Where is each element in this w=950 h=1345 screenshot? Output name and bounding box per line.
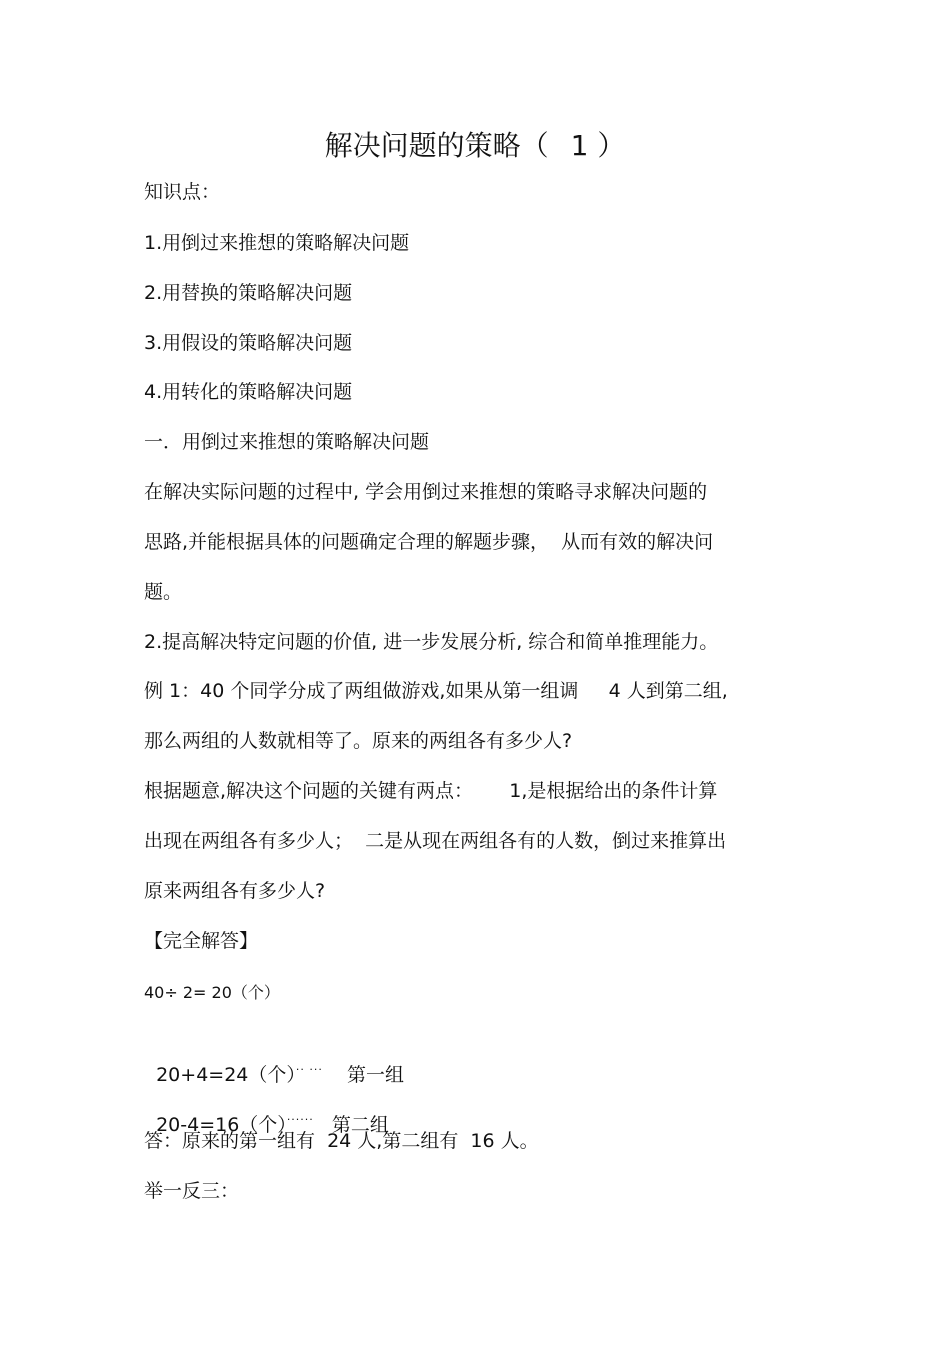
knowledge-item-4: 4.用转化的策略解决问题 bbox=[144, 381, 353, 403]
leader-dots: ······ bbox=[286, 1113, 314, 1126]
section-heading: 一．用倒过来推想的策略解决问题 bbox=[144, 431, 430, 453]
answer-line: 答：原来的第一组有 24 人,第二组有 16 人。 bbox=[144, 1130, 539, 1152]
calc-label: 第二组 bbox=[331, 1114, 389, 1136]
title-number: 1 ） bbox=[570, 129, 626, 162]
example-line: 那么两组的人数就相等了。原来的两组各有多少人? bbox=[144, 730, 573, 752]
calc-expression: 20-4=16（个） bbox=[156, 1114, 287, 1136]
paragraph-line: 题。 bbox=[144, 581, 183, 603]
paragraph-line: 在解决实际问题的过程中, 学会用倒过来推想的策略寻求解决问题的 bbox=[144, 481, 708, 503]
analysis-line: 原来两组各有多少人? bbox=[144, 880, 326, 902]
knowledge-item-3: 3.用假设的策略解决问题 bbox=[144, 332, 353, 354]
page-title bbox=[0, 126, 950, 166]
calc-expression: 20+4=24（个） bbox=[156, 1064, 296, 1086]
title-text: 解决问题的策略（ bbox=[324, 129, 549, 162]
paragraph-line: 思路,并能根据具体的问题确定合理的解题步骤， 从而有效的解决问 bbox=[144, 531, 714, 553]
calc-line-1: 40÷ 2= 20（个） bbox=[144, 983, 280, 1002]
example-line: 例 1：40 个同学分成了两组做游戏,如果从第一组调 4 人到第二组, bbox=[144, 680, 728, 702]
solution-heading: 【完全解答】 bbox=[144, 930, 259, 952]
paragraph-line: 2.提高解决特定问题的价值, 进一步发展分析, 综合和简单推理能力。 bbox=[144, 631, 719, 653]
knowledge-heading: 知识点： bbox=[144, 181, 221, 203]
knowledge-item-1: 1.用倒过来推想的策略解决问题 bbox=[144, 232, 410, 254]
analysis-line: 出现在两组各有多少人； 二是从现在两组各有的人数，倒过来推算出 bbox=[144, 830, 727, 852]
knowledge-item-2: 2.用替换的策略解决问题 bbox=[144, 282, 353, 304]
analysis-line: 根据题意,解决这个问题的关键有两点： 1,是根据给出的条件计算 bbox=[144, 780, 718, 802]
calc-label: 第一组 bbox=[347, 1064, 405, 1086]
leader-dots: ·· ··· bbox=[295, 1063, 323, 1076]
practice-heading: 举一反三： bbox=[144, 1180, 240, 1202]
